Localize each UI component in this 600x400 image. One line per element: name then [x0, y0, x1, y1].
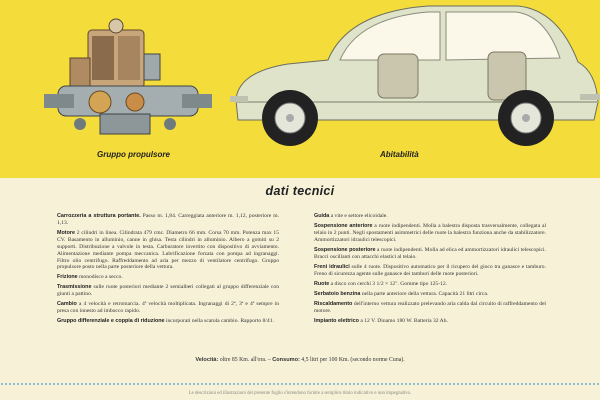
- spec-sospensione-anteriore: [314, 223, 546, 244]
- spec-sospensione-posteriore: [314, 247, 546, 261]
- spec-label: Sospensione anteriore: [314, 223, 373, 229]
- spec-text: incorporati nella scatola cambio. Rapporto 8/41.: [164, 318, 274, 325]
- spec-serbatoio: [314, 291, 546, 298]
- spec-label: Frizione: [57, 274, 78, 281]
- spec-text: dell'interno vettura realizzato prelevando aria calda dal circuito di raffreddamento del motore.: [314, 300, 546, 314]
- spec-label: Trasmissione: [57, 284, 92, 291]
- spec-label: Cambio: [57, 301, 77, 308]
- spec-label: Guida: [314, 213, 330, 219]
- spec-label: Freni idraulici: [314, 263, 350, 270]
- disclaimer-footer: Le descrizioni ed illustrazioni del presente foglio s'intendono fornite a semplice titolo indicativo e non impegnativo.: [188, 391, 412, 396]
- spec-text: sulle 4 ruote. Dispositivo automatico per il ricupero del gioco tra ganasce e tamburo. Freno di sicurezza agente sulle ganasce dei tamburi delle ruote posteriori.: [314, 263, 546, 277]
- spec-label: Serbatoio benzina: [314, 290, 361, 297]
- spec-differenziale: [57, 318, 279, 325]
- dotted-divider: [0, 383, 600, 385]
- spec-text: a disco con cerchi 3 1/2 × 12". Gomme tipo 125-12.: [329, 280, 448, 287]
- consumption-label: Consumo:: [272, 357, 300, 363]
- spec-frizione: [57, 274, 279, 281]
- speed-label: Velocità:: [195, 357, 219, 363]
- spec-label: Impianto elettrico: [314, 317, 359, 324]
- consumption-value: 4,5 litri per 100 Km. (secondo norme Cuna).: [299, 357, 405, 363]
- car-illustration: [228, 2, 600, 152]
- illustration-band: [0, 0, 600, 178]
- specs-right-column: [314, 213, 546, 328]
- spec-label: Motore: [57, 229, 75, 236]
- spec-text: a vite e settore elicoidale.: [329, 213, 388, 219]
- spec-label: Carrozzeria a struttura portante.: [57, 213, 141, 219]
- spec-impianto-elettrico: [314, 318, 546, 325]
- spec-guida: [314, 213, 546, 220]
- interior-caption: Abitabilità: [380, 150, 419, 159]
- spec-label: Sospensione posteriore: [314, 246, 376, 253]
- performance-line: [0, 357, 600, 363]
- spec-freni: [314, 264, 546, 278]
- spec-text: a 12 V. Dinamo 180 W. Batteria 32 Ah.: [358, 317, 448, 324]
- spec-text: sulle ruote posteriori mediante 2 semialberi collegati al gruppo differenziale con giunti a pattino.: [57, 284, 279, 298]
- spec-text: 2 cilindri in linea. Cilindrata 479 cmc. Diametro 66 mm. Corsa 70 mm. Potenza max 15 CV. Basamento in alluminio, canne in ghisa. Testa cilindri in alluminio. Albero a gomiti su 2 supporti. Distribuzione a valvole in testa. Carburatore invertito con dispositivo di avviamento. Alimentazione mediante pompa meccanica. Lubrificazione forzata con pompa ad ingranaggi. Filtro olio centrifugo. Raffreddamento ad aria per mezzo di ventilatore centrifugo. Gruppo propulsore posto nella parte posteriore della vettura.: [57, 229, 279, 271]
- section-title: dati tecnici: [265, 184, 335, 198]
- separator: –: [266, 357, 273, 363]
- spec-text: a ruote indipendenti. Molla ad elica ed ammortizzatori idraulici telescopici. Bracci oscillanti con attacchi elastici al telaio.: [314, 246, 546, 260]
- spec-label: Riscaldamento: [314, 300, 353, 307]
- spec-text: a ruote indipendenti. Molla a balestra disposta trasversalmente, collegata al telaio in 2 punti. Negli spostamenti asimmetrici delle ruote la balestra funziona anche da stabilizzatore. Ammortizzatori idraulici telescopici.: [314, 223, 546, 243]
- spec-riscaldamento: [314, 301, 546, 315]
- engine-caption: Gruppo propulsore: [97, 150, 170, 159]
- spec-label: Ruote: [314, 280, 330, 287]
- engine-illustration: [40, 18, 215, 140]
- spec-text: monodisco a secco.: [77, 274, 123, 281]
- spec-cambio: [57, 301, 279, 315]
- spec-ruote: [314, 281, 546, 288]
- spec-text: a 4 velocità e retromarcia. 4ª velocità moltiplicata. Ingranaggi di 2ª, 3ª e 4ª sempre in presa con innesto ad imbocco rapido.: [57, 301, 279, 315]
- spec-motore: [57, 230, 279, 271]
- spec-carrozzeria: [57, 213, 279, 227]
- specs-left-column: [57, 213, 279, 328]
- spec-text: Passo m. 1,84. Carreggiata anteriore m. 1,12, posteriore m. 1,13.: [57, 213, 279, 226]
- speed-value: oltre 85 Km. all'ora.: [218, 357, 267, 363]
- spec-label: Gruppo differenziale e coppia di riduzione: [57, 318, 165, 325]
- spec-trasmissione: [57, 284, 279, 298]
- spec-text: nella parte anteriore della vettura. Capacità 21 litri circa.: [360, 290, 489, 297]
